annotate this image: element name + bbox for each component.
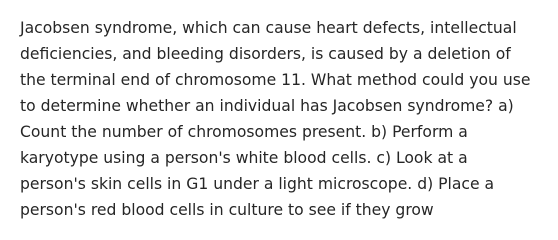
question-line: the terminal end of chromosome 11. What method could you use [20, 71, 531, 89]
question-line: Jacobsen syndrome, which can cause heart defects, intellectual [20, 19, 517, 37]
question-line: person's red blood cells in culture to see if they grow [20, 201, 434, 219]
question-line: Count the number of chromosomes present. b) Perform a [20, 123, 468, 141]
question-line: to determine whether an individual has Jacobsen syndrome? a) [20, 97, 514, 115]
question-text [20, 15, 544, 223]
question-line: person's skin cells in G1 under a light microscope. d) Place a [20, 175, 495, 193]
question-line: karyotype using a person's white blood cells. c) Look at a [20, 149, 468, 167]
question-line: deficiencies, and bleeding disorders, is caused by a deletion of [20, 45, 511, 63]
